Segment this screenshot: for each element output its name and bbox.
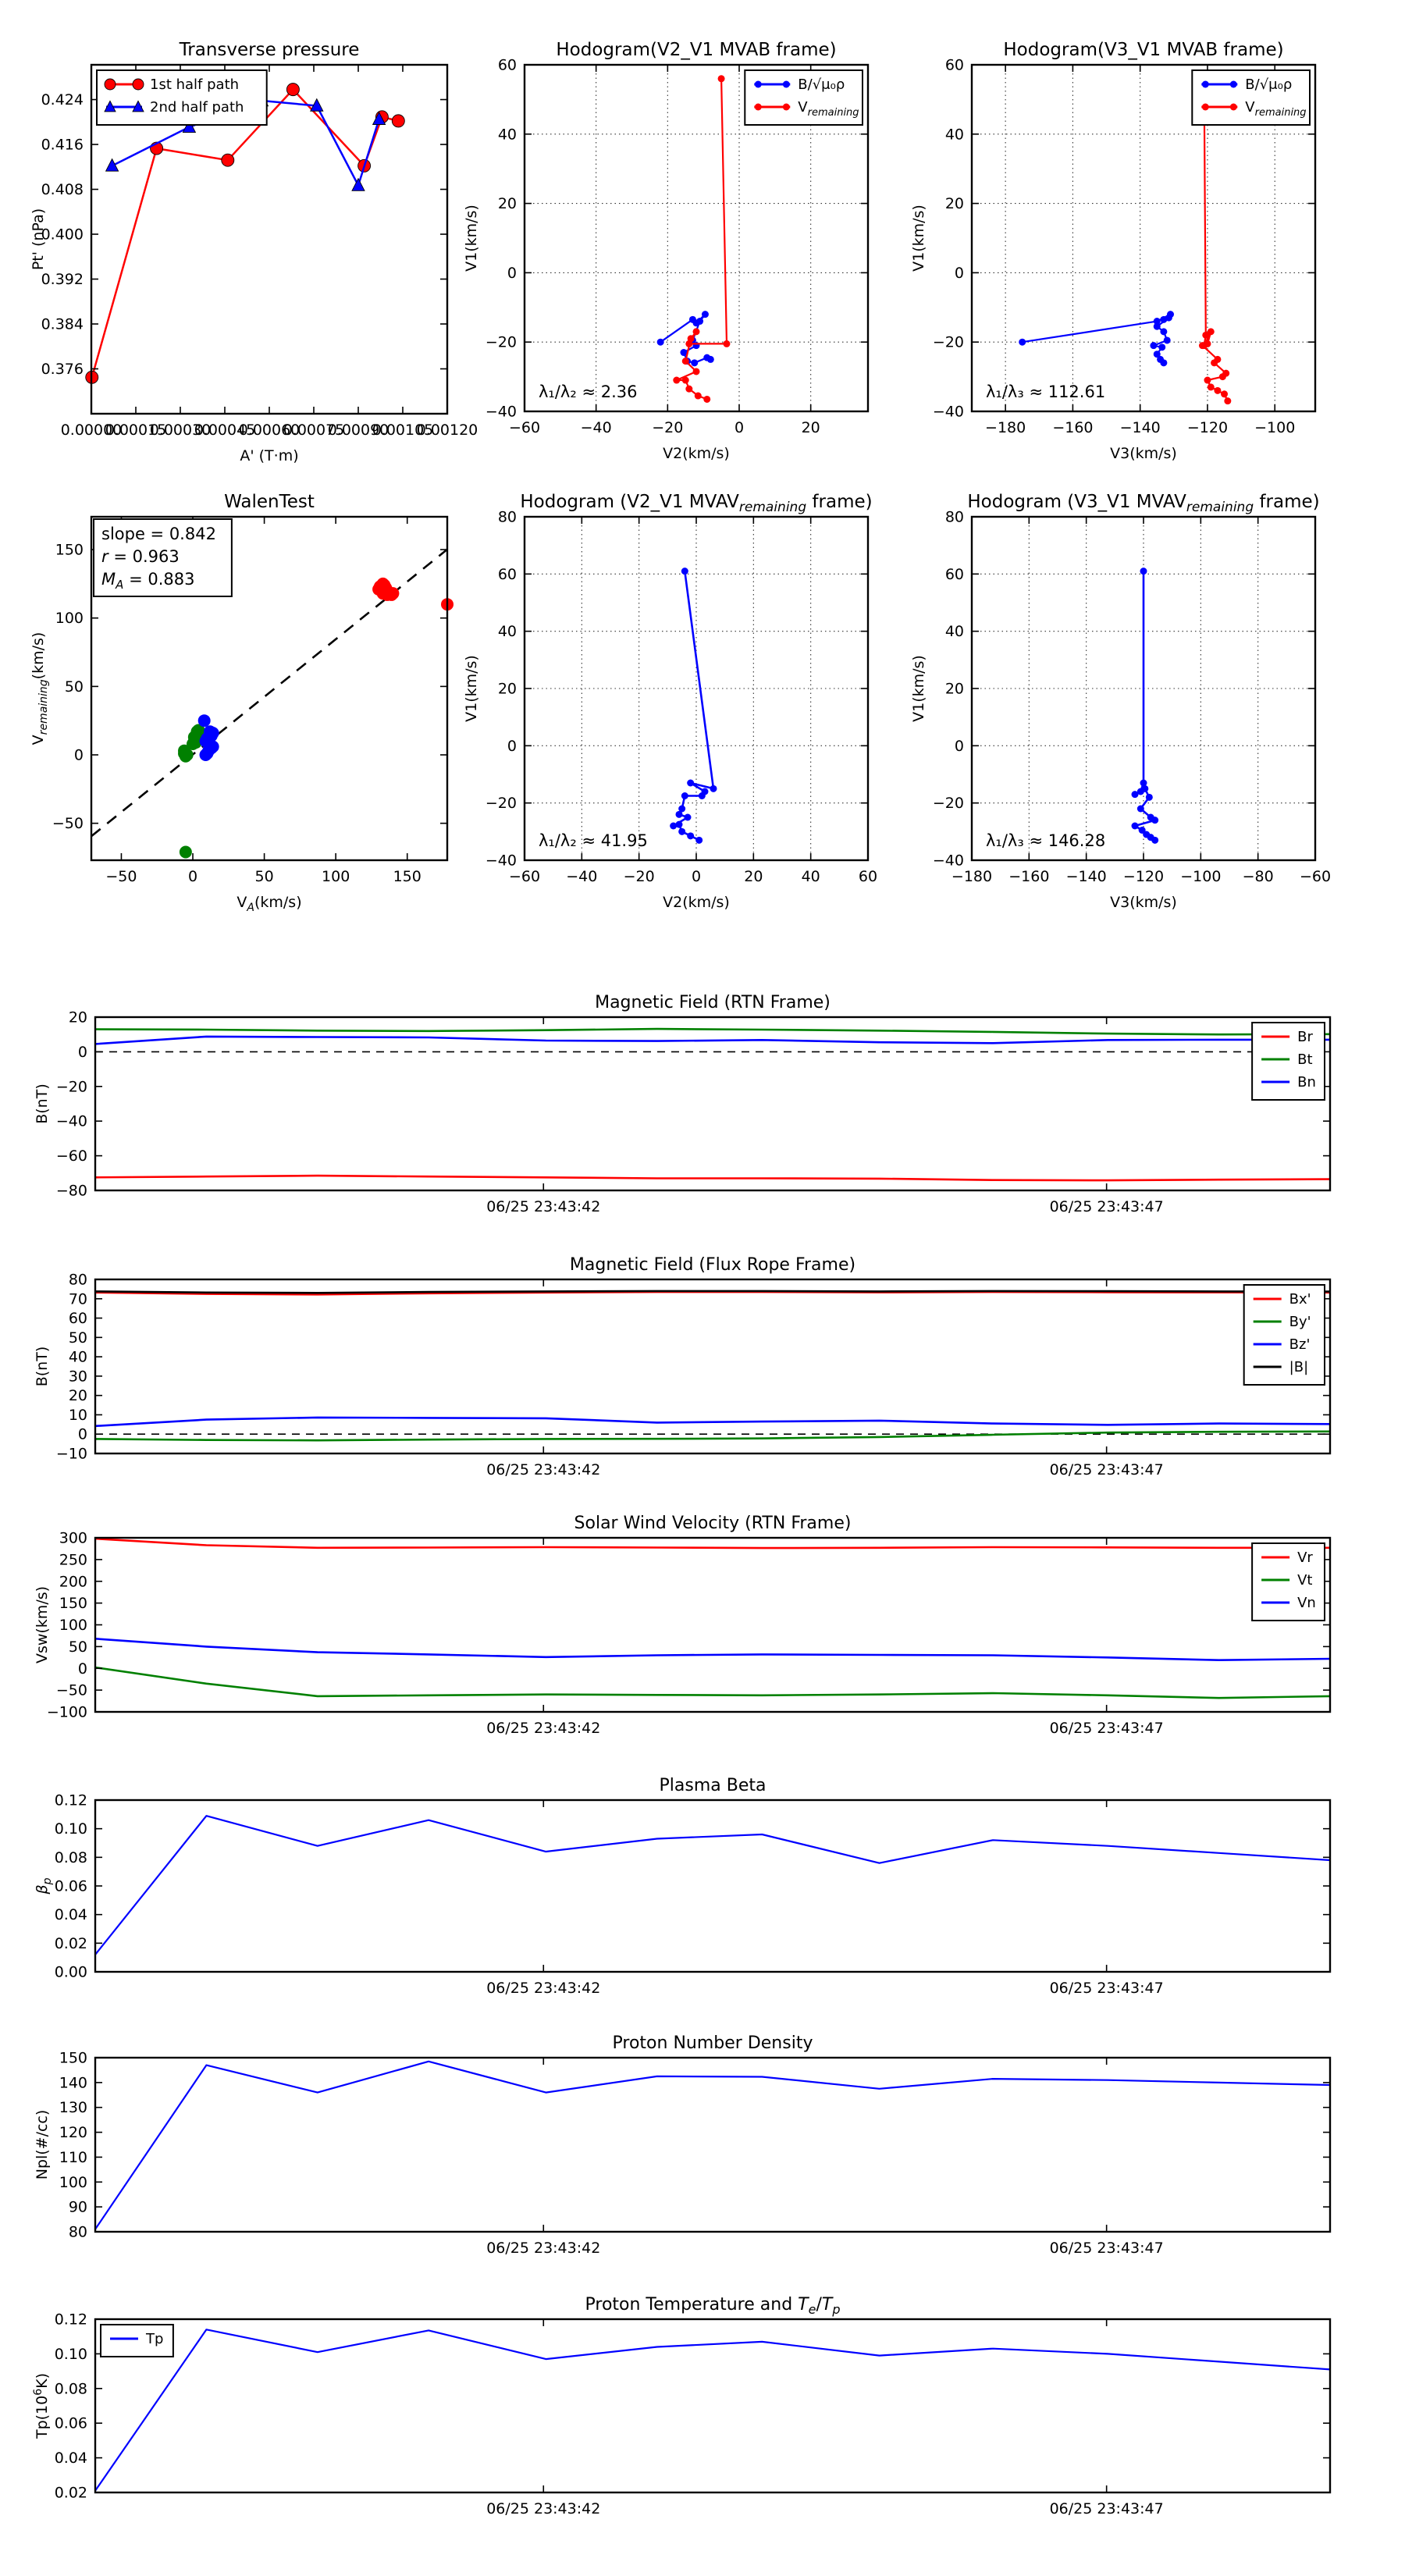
- y-tick-label: 0.04: [54, 1906, 87, 1924]
- panel-title: Hodogram(V3_V1 MVAB frame): [1003, 40, 1284, 60]
- marker-circle: [105, 79, 116, 90]
- marker-dot: [703, 396, 710, 403]
- x-tick-label: 0.00015: [105, 422, 167, 439]
- y-tick-label: 0.376: [41, 361, 84, 379]
- y-tick-label: 0: [954, 737, 964, 755]
- annotation: λ₁/λ₂ ≈ 2.36: [539, 382, 638, 401]
- panel-title: Magnetic Field (Flux Rope Frame): [569, 1255, 856, 1275]
- y-tick-label: 10: [68, 1406, 87, 1424]
- x-tick-label: 06/25 23:43:42: [486, 2500, 601, 2517]
- legend-label: 2nd half path: [150, 99, 244, 116]
- marker-dot: [1146, 794, 1153, 801]
- x-tick-label: −180: [985, 419, 1026, 436]
- y-tick-label: 0.408: [41, 181, 84, 199]
- marker-dot: [1151, 817, 1158, 824]
- marker-dot: [693, 368, 700, 375]
- y-tick-label: 0.02: [54, 2484, 87, 2502]
- annotation: λ₁/λ₃ ≈ 146.28: [986, 831, 1106, 850]
- marker-dot: [676, 821, 683, 828]
- x-tick-label: 60: [858, 868, 878, 885]
- panel-proton-temperature: [32, 2295, 1330, 2517]
- y-tick-label: 20: [68, 1387, 87, 1405]
- series-bt: [95, 1029, 1330, 1034]
- plot-frame: [95, 1800, 1330, 1972]
- y-tick-label: 40: [497, 623, 517, 641]
- x-axis-label: $V_A(km/s)$: [237, 894, 302, 914]
- marker-dot: [755, 81, 762, 88]
- x-axis-label: A' (T·m): [240, 447, 299, 464]
- x-tick-label: 06/25 23:43:47: [1049, 1461, 1164, 1478]
- marker-dot: [1132, 791, 1139, 798]
- y-tick-label: 50: [64, 678, 84, 696]
- y-tick-label: 250: [59, 1551, 87, 1569]
- marker-dot: [1158, 343, 1165, 350]
- y-tick-label: −100: [46, 1703, 87, 1721]
- series-br: [95, 1176, 1330, 1180]
- x-tick-label: −120: [1186, 419, 1229, 436]
- y-tick-label: 0.00: [54, 1963, 87, 1981]
- y-tick-label: 140: [59, 2074, 87, 2092]
- y-tick-label: −40: [55, 1112, 87, 1130]
- x-tick-label: 06/25 23:43:47: [1049, 2500, 1164, 2517]
- y-tick-label: −10: [55, 1445, 87, 1463]
- y-axis-label: V1(km/s): [463, 655, 480, 722]
- y-axis-label: Vsw(km/s): [34, 1585, 51, 1664]
- legend-label: Bz': [1289, 1336, 1311, 1353]
- y-tick-label: −40: [932, 852, 964, 870]
- y-tick-label: 120: [59, 2124, 87, 2142]
- y-tick-label: 0: [73, 746, 84, 764]
- stats-line: r = 0.963: [101, 547, 180, 566]
- y-tick-label: 0: [507, 264, 517, 282]
- y-tick-label: 0.384: [41, 315, 84, 333]
- marker-dot: [1221, 390, 1228, 397]
- marker-dot: [755, 104, 762, 111]
- y-tick-label: 150: [59, 2049, 87, 2067]
- y-tick-label: 0.12: [54, 1791, 87, 1809]
- panel-hodogram-v2v1-mvav: [463, 492, 877, 911]
- stats-line: $M_A = 0.883$: [101, 570, 195, 592]
- marker-circle: [392, 115, 404, 127]
- panel-solar-wind-velocity: [34, 1514, 1330, 1737]
- y-tick-label: 150: [55, 541, 84, 559]
- x-axis-label: V3(km/s): [1110, 445, 1177, 462]
- marker-dot: [1204, 377, 1211, 384]
- marker-dot: [678, 828, 685, 835]
- y-axis-label: $V_{remaining}(km/s)$: [30, 632, 50, 745]
- y-axis-label: Npl(#/cc): [34, 2109, 51, 2180]
- y-axis-label: $\beta_p$: [34, 1877, 54, 1895]
- y-tick-label: −20: [485, 333, 517, 351]
- marker-dot: [685, 386, 692, 393]
- y-tick-label: −40: [485, 403, 517, 421]
- panel-title: Hodogram (V2_V1 $MVAV_{remaining}$ frame): [520, 492, 873, 515]
- x-tick-label: −80: [1242, 868, 1274, 885]
- y-tick-label: 150: [59, 1595, 87, 1613]
- y-tick-label: 60: [497, 56, 517, 74]
- y-axis-label: V1(km/s): [910, 655, 927, 722]
- y-tick-label: 80: [68, 1271, 87, 1289]
- marker-dot: [702, 311, 709, 318]
- y-tick-label: 60: [497, 565, 517, 583]
- x-tick-label: −160: [1052, 419, 1094, 436]
- y-tick-label: −40: [485, 852, 517, 870]
- y-tick-label: 0.02: [54, 1934, 87, 1952]
- y-tick-label: 20: [497, 195, 517, 213]
- x-tick-label: 06/25 23:43:47: [1049, 2240, 1164, 2257]
- x-tick-label: 06/25 23:43:47: [1049, 1198, 1164, 1215]
- x-tick-label: 06/25 23:43:47: [1049, 1720, 1164, 1737]
- marker-dot: [688, 335, 695, 342]
- x-tick-label: −180: [951, 868, 993, 885]
- panel-transverse-pressure: [30, 40, 478, 464]
- marker-dot: [682, 358, 689, 365]
- marker-dot: [180, 750, 192, 763]
- x-tick-label: 0: [734, 419, 745, 436]
- marker-dot: [386, 587, 399, 600]
- marker-dot: [1132, 823, 1139, 830]
- panel-title: WalenTest: [224, 492, 315, 512]
- y-tick-label: 70: [68, 1290, 87, 1308]
- legend-label: Vr: [1297, 1550, 1313, 1566]
- x-tick-label: −50: [105, 868, 137, 885]
- legend-label: Vt: [1297, 1572, 1313, 1589]
- x-tick-label: 06/25 23:43:47: [1049, 1980, 1164, 1997]
- panel-title: Hodogram (V3_V1 $MVAV_{remaining}$ frame): [967, 492, 1320, 515]
- marker-dot: [681, 792, 688, 799]
- legend-label: Br: [1297, 1029, 1313, 1045]
- y-tick-label: 80: [497, 508, 517, 526]
- marker-dot: [180, 845, 192, 858]
- y-tick-label: 50: [68, 1638, 87, 1656]
- y-tick-label: −20: [485, 795, 517, 813]
- y-tick-label: 0.08: [54, 2380, 87, 2398]
- y-tick-label: 130: [59, 2099, 87, 2117]
- x-tick-label: 150: [393, 868, 422, 885]
- marker-triangle: [106, 159, 119, 172]
- y-tick-label: −40: [932, 403, 964, 421]
- x-tick-label: 06/25 23:43:42: [486, 2240, 601, 2257]
- marker-dot: [687, 780, 694, 787]
- y-tick-label: 300: [59, 1529, 87, 1547]
- marker-dot: [1230, 81, 1237, 88]
- marker-dot: [1208, 328, 1215, 335]
- x-tick-label: 06/25 23:43:42: [486, 1980, 601, 1997]
- x-tick-label: 50: [254, 868, 274, 885]
- marker-dot: [1150, 342, 1157, 349]
- x-tick-label: 20: [801, 419, 820, 436]
- marker-dot: [1140, 568, 1147, 575]
- legend-label: Bx': [1289, 1291, 1311, 1308]
- panel-hodogram-v2v1-mvab: [463, 40, 868, 462]
- plot-frame: [95, 1279, 1330, 1453]
- series-by-prime: [95, 1432, 1330, 1440]
- marker-dot: [1211, 359, 1218, 366]
- annotation: λ₁/λ₃ ≈ 112.61: [986, 382, 1106, 401]
- marker-circle: [286, 84, 299, 96]
- y-axis-label: V1(km/s): [910, 205, 927, 272]
- y-tick-label: 0.10: [54, 1820, 87, 1838]
- y-tick-label: 0.06: [54, 1877, 87, 1895]
- x-tick-label: 0.00120: [416, 422, 478, 439]
- y-axis-label: V1(km/s): [463, 205, 480, 272]
- y-tick-label: 0: [77, 1043, 87, 1061]
- panel-proton-number-density: [34, 2033, 1330, 2257]
- y-tick-label: 100: [59, 2173, 87, 2191]
- x-tick-label: −40: [580, 419, 612, 436]
- series-first-half-path: [92, 90, 399, 378]
- y-axis-label: B(nT): [34, 1083, 51, 1124]
- y-tick-label: −50: [52, 815, 84, 833]
- y-tick-label: −20: [932, 333, 964, 351]
- y-tick-label: 0.06: [54, 2414, 87, 2432]
- panel-walen-test: [30, 492, 454, 914]
- marker-dot: [1199, 342, 1206, 349]
- plot-frame: [95, 1017, 1330, 1190]
- panel-plasma-beta: [34, 1776, 1330, 1997]
- y-axis-label: $Tp(10^6K)$: [32, 2372, 51, 2439]
- x-axis-label: V3(km/s): [1110, 894, 1177, 911]
- marker-dot: [723, 340, 730, 347]
- marker-dot: [695, 393, 702, 400]
- marker-dot: [1230, 104, 1237, 111]
- y-tick-label: 20: [944, 195, 964, 213]
- y-tick-label: 50: [68, 1329, 87, 1347]
- marker-dot: [783, 81, 790, 88]
- legend-label: $V_{remaining}$: [798, 99, 859, 119]
- y-tick-label: −20: [932, 795, 964, 813]
- x-tick-label: −60: [1299, 868, 1332, 885]
- x-tick-label: −160: [1008, 868, 1050, 885]
- marker-circle: [222, 154, 234, 166]
- series-vr: [95, 1539, 1330, 1548]
- marker-dot: [205, 742, 218, 754]
- x-tick-label: −120: [1122, 868, 1165, 885]
- legend-label: 1st half path: [150, 76, 240, 93]
- marker-circle: [133, 79, 144, 90]
- y-tick-label: 100: [55, 610, 84, 628]
- x-tick-label: −60: [508, 868, 541, 885]
- marker-dot: [1219, 373, 1226, 380]
- x-tick-label: 0.00075: [283, 422, 345, 439]
- x-tick-label: −140: [1065, 868, 1107, 885]
- panel-title: Solar Wind Velocity (RTN Frame): [574, 1514, 852, 1533]
- marker-dot: [1202, 81, 1209, 88]
- marker-dot: [695, 837, 702, 844]
- y-tick-label: −50: [55, 1681, 87, 1699]
- marker-dot: [1160, 328, 1167, 335]
- marker-dot: [673, 377, 680, 384]
- panel-title: Transverse pressure: [179, 40, 360, 60]
- y-tick-label: 0.12: [54, 2311, 87, 2329]
- marker-dot: [1160, 359, 1167, 366]
- x-tick-label: 06/25 23:43:42: [486, 1720, 601, 1737]
- marker-dot: [718, 75, 725, 82]
- y-tick-label: 30: [68, 1368, 87, 1386]
- marker-dot: [687, 832, 694, 839]
- y-tick-label: 0.04: [54, 2450, 87, 2467]
- marker-dot: [691, 359, 698, 366]
- x-axis-label: V2(km/s): [663, 894, 730, 911]
- x-tick-label: 0.00045: [194, 422, 256, 439]
- marker-dot: [1214, 387, 1221, 394]
- y-axis-label: B(nT): [34, 1346, 51, 1387]
- y-tick-label: 0: [954, 264, 964, 282]
- y-tick-label: 90: [68, 2198, 87, 2216]
- x-tick-label: 40: [801, 868, 820, 885]
- legend-label: Bt: [1297, 1051, 1313, 1068]
- marker-triangle: [352, 179, 365, 191]
- legend-label: By': [1289, 1314, 1311, 1330]
- x-tick-label: 0.00030: [149, 422, 212, 439]
- x-tick-label: −100: [1254, 419, 1296, 436]
- series-tp: [95, 2329, 1330, 2491]
- marker-dot: [1165, 315, 1172, 322]
- panel-title: Plasma Beta: [659, 1776, 767, 1795]
- marker-dot: [1154, 323, 1161, 330]
- panel-hodogram-v3v1-mvav: [910, 492, 1331, 911]
- marker-dot: [1141, 785, 1148, 792]
- marker-dot: [696, 318, 703, 325]
- y-tick-label: 200: [59, 1573, 87, 1591]
- legend-label: $V_{remaining}$: [1245, 99, 1307, 119]
- marker-dot: [657, 339, 664, 346]
- y-tick-label: 20: [68, 1009, 87, 1026]
- x-tick-label: 100: [322, 868, 350, 885]
- marker-dot: [676, 811, 683, 818]
- y-axis-label: Pt' (nPa): [30, 208, 47, 271]
- marker-dot: [682, 377, 689, 384]
- legend-label: Bn: [1297, 1074, 1316, 1091]
- y-tick-label: 0.392: [41, 271, 84, 289]
- stats-line: slope = 0.842: [101, 525, 216, 543]
- legend-label: Tp: [146, 2331, 164, 2347]
- panel-mag-field-flux-rope: [34, 1255, 1330, 1478]
- y-tick-label: 0.08: [54, 1848, 87, 1866]
- x-tick-label: −60: [508, 419, 541, 436]
- series-vn: [95, 1638, 1330, 1660]
- panel-title: Magnetic Field (RTN Frame): [595, 993, 831, 1012]
- x-tick-label: −40: [566, 868, 598, 885]
- legend-label: B/√μ₀ρ: [1245, 76, 1293, 93]
- y-tick-label: 80: [68, 2223, 87, 2241]
- annotation: λ₁/λ₂ ≈ 41.95: [539, 831, 648, 850]
- x-tick-label: −20: [623, 868, 655, 885]
- series-npl: [95, 2062, 1330, 2229]
- series-beta: [95, 1816, 1330, 1955]
- x-tick-label: 0.00060: [238, 422, 301, 439]
- y-tick-label: 0: [77, 1425, 87, 1443]
- panel-mag-field-rtn: [34, 993, 1330, 1215]
- series-bz-prime: [95, 1418, 1330, 1426]
- y-tick-label: 40: [68, 1348, 87, 1366]
- legend-label: B/√μ₀ρ: [798, 76, 845, 93]
- y-tick-label: −60: [55, 1147, 87, 1165]
- panel-title: Proton Number Density: [612, 2033, 813, 2053]
- marker-dot: [1224, 397, 1231, 404]
- x-axis-label: V2(km/s): [663, 445, 730, 462]
- y-tick-label: 60: [68, 1310, 87, 1328]
- marker-dot: [1151, 837, 1158, 844]
- x-tick-label: 06/25 23:43:42: [486, 1198, 601, 1215]
- x-tick-label: −140: [1119, 419, 1161, 436]
- marker-dot: [1019, 339, 1026, 346]
- panel-title: Hodogram(V2_V1 MVAB frame): [556, 40, 837, 60]
- y-tick-label: 20: [944, 680, 964, 698]
- y-tick-label: 100: [59, 1617, 87, 1634]
- marker-dot: [783, 104, 790, 111]
- x-tick-label: −100: [1180, 868, 1222, 885]
- y-tick-label: −80: [55, 1182, 87, 1200]
- x-tick-label: 0: [187, 868, 198, 885]
- x-tick-label: 06/25 23:43:42: [486, 1461, 601, 1478]
- panel-hodogram-v3v1-mvab: [910, 40, 1315, 462]
- y-tick-label: 40: [944, 623, 964, 641]
- y-tick-label: 60: [944, 565, 964, 583]
- marker-dot: [681, 568, 688, 575]
- y-tick-label: 0.416: [41, 136, 84, 154]
- marker-dot: [707, 356, 714, 363]
- y-tick-label: 40: [497, 126, 517, 144]
- marker-dot: [1137, 806, 1144, 813]
- y-tick-label: 0.10: [54, 2345, 87, 2363]
- legend-label: Vn: [1297, 1595, 1316, 1611]
- marker-dot: [198, 714, 211, 727]
- plot-frame: [95, 1538, 1330, 1712]
- series-v-remaining: [1203, 79, 1228, 401]
- y-tick-label: 0: [77, 1660, 87, 1678]
- y-tick-label: 0: [507, 737, 517, 755]
- y-tick-label: 60: [944, 56, 964, 74]
- x-tick-label: −20: [652, 419, 684, 436]
- marker-dot: [685, 814, 692, 821]
- legend-label: |B|: [1289, 1359, 1309, 1375]
- marker-dot: [1208, 383, 1215, 390]
- series-v-mvav-path: [1135, 571, 1155, 841]
- x-tick-label: 0.00105: [372, 422, 434, 439]
- x-tick-label: 20: [744, 868, 763, 885]
- marker-dot: [1202, 104, 1209, 111]
- y-tick-label: 40: [944, 126, 964, 144]
- y-tick-label: 110: [59, 2148, 87, 2166]
- x-tick-label: 0.00090: [327, 422, 389, 439]
- marker-dot: [699, 792, 706, 799]
- series-v-mvav-path: [674, 571, 713, 841]
- x-tick-label: 0: [691, 868, 702, 885]
- panel-title: Proton Temperature and $T_e/T_p$: [585, 2295, 841, 2317]
- y-tick-label: 0.400: [41, 226, 84, 244]
- x-tick-label: 0.00000: [60, 422, 123, 439]
- y-tick-label: 0.424: [41, 91, 84, 109]
- series-vt: [95, 1667, 1330, 1698]
- y-tick-label: 20: [497, 680, 517, 698]
- series-bn: [95, 1037, 1330, 1044]
- marker-dot: [710, 785, 717, 792]
- y-tick-label: −20: [55, 1078, 87, 1096]
- marker-dot: [1164, 336, 1171, 343]
- y-tick-label: 80: [944, 508, 964, 526]
- marker-dot: [693, 328, 700, 335]
- series-b-over-sqrt-mu0rho: [1023, 315, 1171, 363]
